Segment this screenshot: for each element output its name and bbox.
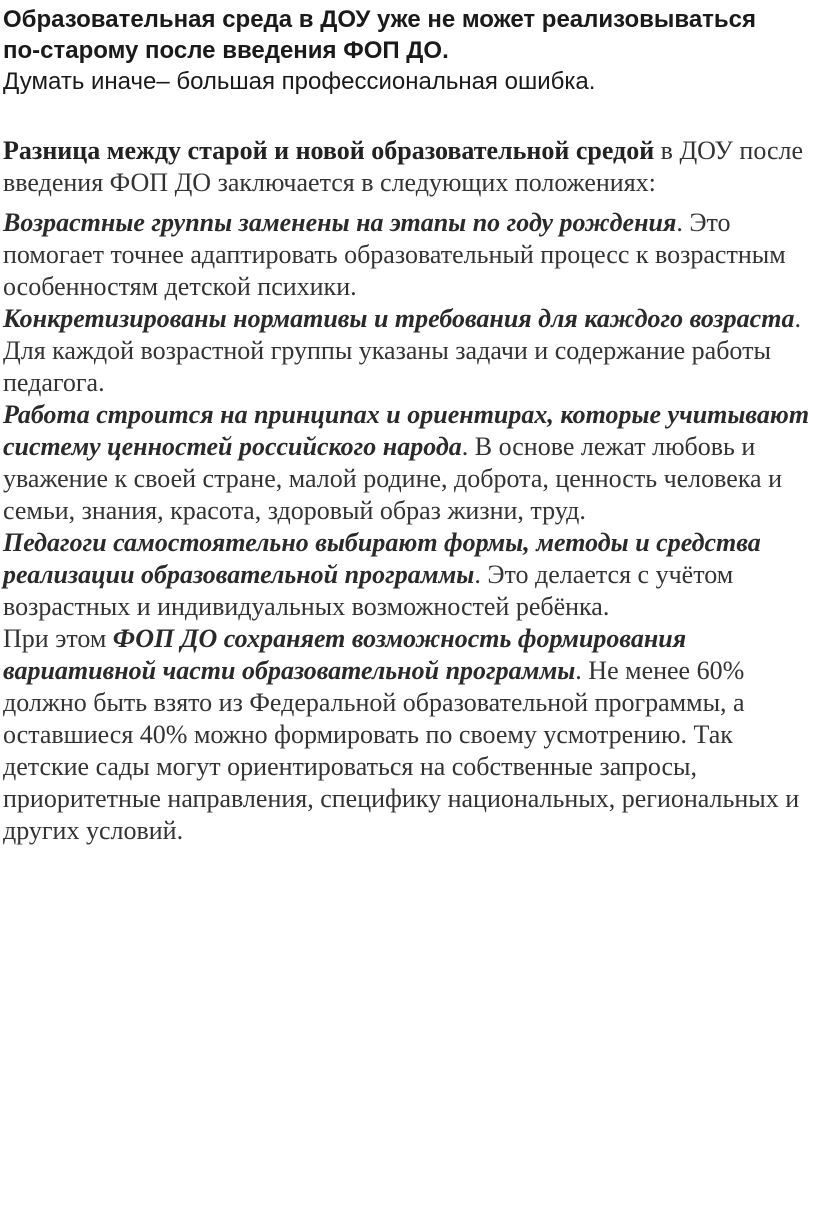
document-page <box>3 4 813 847</box>
point-paragraph-3 <box>3 399 813 527</box>
intro-text: в ДОУ после введения ФОП ДО заключается в следующих положениях: <box>3 136 804 197</box>
intro-paragraph <box>3 135 813 199</box>
title-line-1: Образовательная среда в ДОУ уже не может реализовываться <box>3 6 757 33</box>
closing-prefix: При этом <box>3 624 113 653</box>
closing-emphasis: ФОП ДО сохраняет возможность формирования вариативной части образовательной программы <box>3 624 687 685</box>
point-paragraph-4 <box>3 527 813 623</box>
closing-paragraph <box>3 623 813 847</box>
title-line-2: по-старому после введения ФОП ДО. <box>3 37 449 64</box>
point-4-text: . Это делается с учётом возрастных и индивидуальных возможностей ребёнка. <box>3 560 734 621</box>
intro-bold-text: Разница между старой и новой образовательной средой <box>3 136 655 165</box>
point-2-emphasis: Конкретизированы нормативы и требования для каждого возраста <box>3 304 795 333</box>
point-3-text: . В основе лежат любовь и уважение к своей стране, малой родине, доброта, ценность человека и семьи, знания, красота, здоровый образ жизни, труд. <box>3 432 783 525</box>
point-paragraph-2 <box>3 303 813 399</box>
point-3-emphasis: Работа строится на принципах и ориентирах, которые учитывают систему ценностей российского народа <box>3 400 810 461</box>
point-paragraph-1 <box>3 207 813 303</box>
blank-line <box>3 97 813 128</box>
document-subtitle: Думать иначе– большая профессиональная ошибка. <box>3 68 596 95</box>
point-4-emphasis: Педагоги самостоятельно выбирают формы, методы и средства реализации образовательной программы <box>3 528 761 589</box>
closing-text: . Не менее 60% должно быть взято из Федеральной образовательной программы, а оставшиеся 40% можно формировать по своему усмотрению. Так детские сады могут ориентироваться на собственные запросы, приоритетные направления, специфику национальных, региональных и других условий. <box>3 656 800 845</box>
point-1-text: . Это помогает точнее адаптировать образовательный процесс к возрастным особенностям детской психики. <box>3 208 786 301</box>
document-title <box>3 4 813 66</box>
point-2-text: . Для каждой возрастной группы указаны задачи и содержание работы педагога. <box>3 304 801 397</box>
point-1-emphasis: Возрастные группы заменены на этапы по году рождения <box>3 208 677 237</box>
